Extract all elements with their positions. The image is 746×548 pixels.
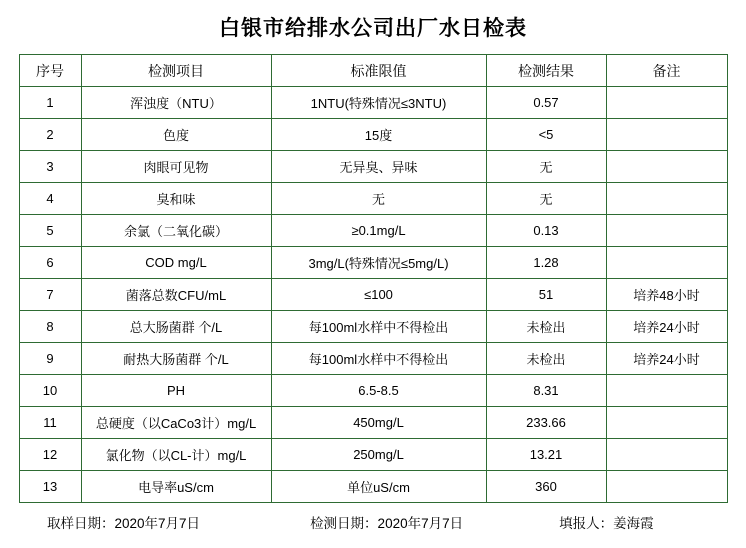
cell-item: 色度 — [81, 119, 271, 151]
cell-result: <5 — [486, 119, 606, 151]
table-row — [19, 471, 727, 503]
cell-item: 氯化物（以CL-计）mg/L — [81, 439, 271, 471]
cell-limit: 1NTU(特殊情况≤3NTU) — [271, 87, 486, 119]
table-row — [19, 375, 727, 407]
cell-item: 浑浊度（NTU） — [81, 87, 271, 119]
cell-item: 肉眼可见物 — [81, 151, 271, 183]
cell-result: 1.28 — [486, 247, 606, 279]
cell-note — [606, 439, 727, 471]
table-row — [19, 119, 727, 151]
cell-note — [606, 87, 727, 119]
table-header-row — [19, 55, 727, 87]
cell-index: 11 — [19, 407, 81, 439]
testing-date: 检测日期：2020年7月7日 — [310, 516, 464, 531]
table-row — [19, 87, 727, 119]
cell-result: 未检出 — [486, 343, 606, 375]
cell-limit: ≤100 — [271, 279, 486, 311]
cell-index: 7 — [19, 279, 81, 311]
table-row — [19, 311, 727, 343]
cell-limit: 每100ml水样中不得检出 — [271, 311, 486, 343]
cell-note: 培养24小时 — [606, 343, 727, 375]
cell-index: 6 — [19, 247, 81, 279]
table-row — [19, 407, 727, 439]
cell-index: 9 — [19, 343, 81, 375]
cell-note — [606, 471, 727, 503]
cell-note: 培养48小时 — [606, 279, 727, 311]
table-row — [19, 343, 727, 375]
cell-limit: 15度 — [271, 119, 486, 151]
table-row — [19, 247, 727, 279]
cell-result: 无 — [486, 151, 606, 183]
cell-item: PH — [81, 375, 271, 407]
column-header-note: 备注 — [606, 55, 727, 87]
cell-limit: 6.5-8.5 — [271, 375, 486, 407]
column-header-result: 检测结果 — [486, 55, 606, 87]
cell-index: 12 — [19, 439, 81, 471]
table-row — [19, 151, 727, 183]
cell-item: 臭和味 — [81, 183, 271, 215]
cell-index: 4 — [19, 183, 81, 215]
cell-note — [606, 183, 727, 215]
cell-limit: 无 — [271, 183, 486, 215]
table-row — [19, 215, 727, 247]
table-row — [19, 279, 727, 311]
cell-result: 0.13 — [486, 215, 606, 247]
cell-note — [606, 407, 727, 439]
cell-result: 无 — [486, 183, 606, 215]
page-title: 白银市给排水公司出厂水日检表 — [219, 16, 527, 40]
cell-item: 菌落总数CFU/mL — [81, 279, 271, 311]
cell-note — [606, 215, 727, 247]
table-row — [19, 183, 727, 215]
cell-limit: 450mg/L — [271, 407, 486, 439]
cell-index: 2 — [19, 119, 81, 151]
cell-note — [606, 375, 727, 407]
cell-result: 360 — [486, 471, 606, 503]
cell-result: 未检出 — [486, 311, 606, 343]
column-header-index: 序号 — [19, 55, 81, 87]
cell-result: 13.21 — [486, 439, 606, 471]
sampling-date: 取样日期：2020年7月7日 — [47, 516, 201, 531]
cell-limit: 250mg/L — [271, 439, 486, 471]
cell-item: 电导率uS/cm — [81, 471, 271, 503]
cell-index: 13 — [19, 471, 81, 503]
cell-item: 余氯（二氧化碳） — [81, 215, 271, 247]
cell-limit: 3mg/L(特殊情况≤5mg/L) — [271, 247, 486, 279]
cell-limit: 每100ml水样中不得检出 — [271, 343, 486, 375]
cell-note — [606, 247, 727, 279]
column-header-limit: 标准限值 — [271, 55, 486, 87]
cell-result: 8.31 — [486, 375, 606, 407]
cell-item: COD mg/L — [81, 247, 271, 279]
cell-limit: 单位uS/cm — [271, 471, 486, 503]
cell-limit: ≥0.1mg/L — [271, 215, 486, 247]
cell-index: 1 — [19, 87, 81, 119]
column-header-item: 检测项目 — [81, 55, 271, 87]
cell-note: 培养24小时 — [606, 311, 727, 343]
cell-limit: 无异臭、异味 — [271, 151, 486, 183]
cell-note — [606, 119, 727, 151]
cell-note — [606, 151, 727, 183]
reporter-name: 填报人：姜海霞 — [559, 516, 654, 531]
cell-index: 8 — [19, 311, 81, 343]
cell-index: 5 — [19, 215, 81, 247]
cell-result: 51 — [486, 279, 606, 311]
cell-index: 10 — [19, 375, 81, 407]
table-row — [19, 439, 727, 471]
cell-item: 耐热大肠菌群 个/L — [81, 343, 271, 375]
cell-index: 3 — [19, 151, 81, 183]
cell-result: 0.57 — [486, 87, 606, 119]
cell-item: 总大肠菌群 个/L — [81, 311, 271, 343]
footer — [19, 503, 727, 532]
cell-result: 233.66 — [486, 407, 606, 439]
cell-item: 总硬度（以CaCo3计）mg/L — [81, 407, 271, 439]
water-quality-table — [19, 54, 728, 503]
